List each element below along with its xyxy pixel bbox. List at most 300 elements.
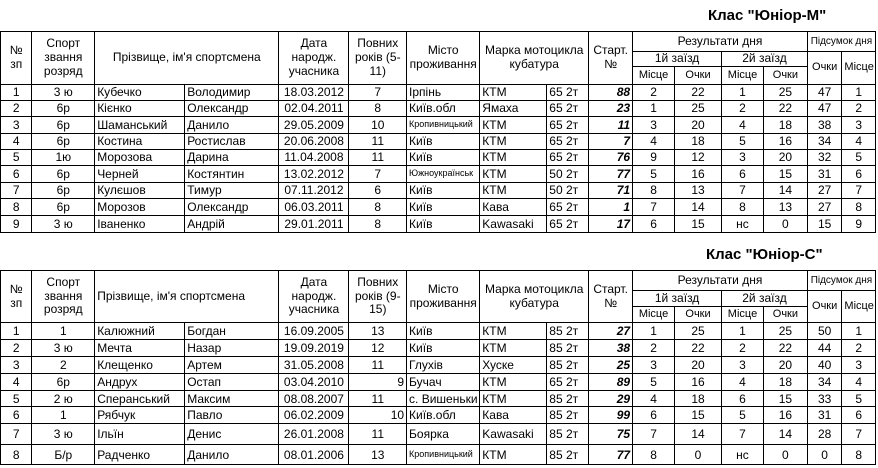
years-cell: 10 (349, 407, 407, 424)
first-name-cell: Данило (185, 116, 279, 133)
years-cell: 6 (349, 182, 407, 198)
first-name-cell: Остап (185, 374, 279, 391)
first-name-cell: Ростислав (185, 133, 279, 149)
race2-points-cell: 18 (763, 116, 807, 133)
first-name-cell: Андрій (185, 215, 279, 232)
years-cell: 11 (349, 149, 407, 165)
total-place-cell: 9 (842, 215, 876, 232)
bike-brand-cell: КТМ (480, 116, 547, 133)
header-race1-points: Очки (674, 307, 721, 323)
first-name-cell: Дарина (185, 149, 279, 165)
race1-points-cell: 25 (674, 323, 721, 340)
race2-place-cell: 6 (722, 165, 764, 182)
total-place-cell: 2 (842, 340, 876, 357)
total-points-cell: 15 (807, 215, 842, 232)
bike-brand-cell: КТМ (480, 182, 547, 198)
start-number-cell: 75 (589, 424, 633, 445)
header-bike: Марка мотоцикла кубатура (480, 271, 589, 323)
race1-place-cell: 6 (633, 407, 675, 424)
total-place-cell: 5 (842, 391, 876, 407)
start-number-cell: 17 (589, 215, 633, 232)
dob-cell: 29.01.2011 (279, 215, 349, 232)
first-name-cell: Олександр (185, 198, 279, 215)
bike-cc-cell: 65 2т (547, 198, 589, 215)
row-number: 4 (1, 133, 32, 149)
row-number: 5 (1, 149, 32, 165)
rank-cell: 3 ю (32, 84, 95, 100)
race1-place-cell: 4 (633, 391, 675, 407)
race2-points-cell: 20 (763, 149, 807, 165)
total-points-cell: 28 (807, 424, 842, 445)
city-cell: Южноукраїнськ (407, 165, 480, 182)
bike-cc-cell: 65 2т (547, 100, 589, 116)
years-cell: 8 (349, 198, 407, 215)
header-results: Результати дня (633, 32, 808, 52)
table-row (1, 323, 876, 340)
race1-place-cell: 7 (633, 198, 675, 215)
race1-points-cell: 15 (674, 407, 721, 424)
race1-points-cell: 22 (674, 84, 721, 100)
city-cell: Кропивницький (407, 445, 480, 465)
row-number: 4 (1, 374, 32, 391)
header-name: Прізвище, ім'я спортсмена (95, 32, 279, 85)
race2-place-cell: 5 (722, 133, 764, 149)
total-place-cell: 3 (842, 357, 876, 374)
table-row (1, 100, 876, 116)
city-cell: Кропивницький (407, 116, 480, 133)
surname-cell: Кубечко (95, 84, 185, 100)
total-place-cell: 6 (842, 165, 876, 182)
table-row (1, 445, 876, 465)
race2-points-cell: 0 (763, 215, 807, 232)
results-table-junior-s (0, 270, 876, 465)
start-number-cell: 88 (589, 84, 633, 100)
dob-cell: 11.04.2008 (279, 149, 349, 165)
bike-cc-cell: 85 2т (547, 323, 589, 340)
race2-place-cell: нс (722, 445, 764, 465)
bike-brand-cell: КТМ (480, 165, 547, 182)
total-points-cell: 47 (807, 84, 842, 100)
total-points-cell: 40 (807, 357, 842, 374)
rank-cell: 1 (32, 407, 95, 424)
bike-brand-cell: Хуске (480, 357, 547, 374)
dob-cell: 20.06.2008 (279, 133, 349, 149)
table-row (1, 149, 876, 165)
table-row (1, 407, 876, 424)
race2-points-cell: 25 (763, 323, 807, 340)
header-race1: 1й заїзд (633, 52, 722, 67)
race2-place-cell: 2 (722, 100, 764, 116)
total-points-cell: 0 (807, 445, 842, 465)
rank-cell: 6р (32, 374, 95, 391)
race1-points-cell: 20 (674, 116, 721, 133)
bike-cc-cell: 65 2т (547, 133, 589, 149)
total-place-cell: 4 (842, 374, 876, 391)
start-number-cell: 77 (589, 445, 633, 465)
first-name-cell: Максим (185, 391, 279, 407)
row-number: 6 (1, 407, 32, 424)
race1-place-cell: 8 (633, 182, 675, 198)
race1-points-cell: 13 (674, 182, 721, 198)
surname-cell: Морозов (95, 198, 185, 215)
race2-place-cell: 4 (722, 116, 764, 133)
rank-cell: 6р (32, 165, 95, 182)
header-rank: Спорт звання розряд (32, 32, 95, 85)
city-cell: Київ.обл (407, 407, 480, 424)
row-number: 5 (1, 391, 32, 407)
race2-points-cell: 15 (763, 391, 807, 407)
dob-cell: 19.09.2019 (279, 340, 349, 357)
table-row (1, 424, 876, 445)
years-cell: 8 (349, 215, 407, 232)
rank-cell: 3 ю (32, 424, 95, 445)
surname-cell: Шаманський (95, 116, 185, 133)
first-name-cell: Богдан (185, 323, 279, 340)
surname-cell: Іваненко (95, 215, 185, 232)
bike-brand-cell: Kawasaki (480, 424, 547, 445)
rank-cell: 1 (32, 323, 95, 340)
dob-cell: 07.11.2012 (279, 182, 349, 198)
race1-points-cell: 18 (674, 133, 721, 149)
city-cell: Глухів (407, 357, 480, 374)
race2-points-cell: 16 (763, 133, 807, 149)
total-place-cell: 2 (842, 100, 876, 116)
header-total-place: Місце (842, 52, 876, 85)
race1-place-cell: 1 (633, 100, 675, 116)
race2-points-cell: 14 (763, 182, 807, 198)
race1-place-cell: 3 (633, 116, 675, 133)
first-name-cell: Олександр (185, 100, 279, 116)
years-cell: 11 (349, 391, 407, 407)
total-place-cell: 8 (842, 198, 876, 215)
bike-cc-cell: 85 2т (547, 391, 589, 407)
city-cell: Київ (407, 340, 480, 357)
start-number-cell: 25 (589, 357, 633, 374)
total-points-cell: 31 (807, 165, 842, 182)
header-no: № зп (1, 271, 32, 323)
years-cell: 13 (349, 323, 407, 340)
header-total-place: Місце (842, 291, 876, 323)
dob-cell: 29.05.2009 (279, 116, 349, 133)
race2-place-cell: 6 (722, 391, 764, 407)
row-number: 9 (1, 215, 32, 232)
dob-cell: 06.02.2009 (279, 407, 349, 424)
race1-points-cell: 25 (674, 100, 721, 116)
race2-points-cell: 25 (763, 84, 807, 100)
total-place-cell: 5 (842, 149, 876, 165)
years-cell: 7 (349, 165, 407, 182)
bike-brand-cell: КТМ (480, 149, 547, 165)
first-name-cell: Костянтин (185, 165, 279, 182)
bike-brand-cell: КТМ (480, 323, 547, 340)
start-number-cell: 11 (589, 116, 633, 133)
race1-points-cell: 16 (674, 165, 721, 182)
header-total: Підсумок дня (807, 271, 875, 291)
start-number-cell: 38 (589, 340, 633, 357)
dob-cell: 08.01.2006 (279, 445, 349, 465)
bike-cc-cell: 50 2т (547, 165, 589, 182)
race1-points-cell: 22 (674, 340, 721, 357)
total-points-cell: 34 (807, 133, 842, 149)
years-cell: 13 (349, 445, 407, 465)
table-row (1, 374, 876, 391)
row-number: 1 (1, 323, 32, 340)
years-cell: 11 (349, 357, 407, 374)
dob-cell: 13.02.2012 (279, 165, 349, 182)
surname-cell: Черней (95, 165, 185, 182)
total-place-cell: 3 (842, 116, 876, 133)
first-name-cell: Володимир (185, 84, 279, 100)
total-points-cell: 33 (807, 391, 842, 407)
bike-brand-cell: КТМ (480, 374, 547, 391)
total-points-cell: 31 (807, 407, 842, 424)
start-number-cell: 1 (589, 198, 633, 215)
table-row (1, 182, 876, 198)
race1-points-cell: 14 (674, 424, 721, 445)
header-race2-place: Місце (722, 66, 764, 84)
race2-points-cell: 18 (763, 374, 807, 391)
bike-cc-cell: 65 2т (547, 149, 589, 165)
bike-cc-cell: 85 2т (547, 357, 589, 374)
table-row (1, 165, 876, 182)
row-number: 7 (1, 424, 32, 445)
header-results: Результати дня (633, 271, 808, 291)
bike-cc-cell: 50 2т (547, 182, 589, 198)
header-years: Повних років (5-11) (349, 32, 407, 85)
total-place-cell: 4 (842, 133, 876, 149)
surname-cell: Ільїн (95, 424, 185, 445)
header-no: № зп (1, 32, 32, 85)
bike-brand-cell: Kawasaki (480, 215, 547, 232)
race1-place-cell: 7 (633, 424, 675, 445)
total-points-cell: 47 (807, 100, 842, 116)
race1-place-cell: 5 (633, 374, 675, 391)
bike-cc-cell: 65 2т (547, 374, 589, 391)
class-title-junior-s: Клас "Юніор-С" (706, 246, 823, 263)
rank-cell: 3 ю (32, 340, 95, 357)
header-dob: Дата народж. учасника (279, 32, 349, 85)
rank-cell: 2 (32, 357, 95, 374)
row-number: 2 (1, 340, 32, 357)
table-row (1, 215, 876, 232)
race1-points-cell: 16 (674, 374, 721, 391)
start-number-cell: 89 (589, 374, 633, 391)
years-cell: 10 (349, 116, 407, 133)
bike-cc-cell: 85 2т (547, 340, 589, 357)
dob-cell: 08.08.2007 (279, 391, 349, 407)
header-total-points: Очки (807, 291, 842, 323)
race1-points-cell: 12 (674, 149, 721, 165)
surname-cell: Сперанський (95, 391, 185, 407)
race1-place-cell: 9 (633, 149, 675, 165)
table-row (1, 116, 876, 133)
header-race2-place: Місце (722, 307, 764, 323)
race2-place-cell: 3 (722, 149, 764, 165)
surname-cell: Костина (95, 133, 185, 149)
first-name-cell: Артем (185, 357, 279, 374)
total-points-cell: 27 (807, 198, 842, 215)
header-dob: Дата народж. учасника (279, 271, 349, 323)
dob-cell: 26.01.2008 (279, 424, 349, 445)
race2-place-cell: 8 (722, 198, 764, 215)
row-number: 7 (1, 182, 32, 198)
dob-cell: 03.04.2010 (279, 374, 349, 391)
race2-points-cell: 20 (763, 357, 807, 374)
total-points-cell: 44 (807, 340, 842, 357)
table-row (1, 391, 876, 407)
total-place-cell: 1 (842, 323, 876, 340)
rank-cell: Б/р (32, 445, 95, 465)
bike-brand-cell: КТМ (480, 84, 547, 100)
dob-cell: 18.03.2012 (279, 84, 349, 100)
years-cell: 9 (349, 374, 407, 391)
rank-cell: 6р (32, 116, 95, 133)
rank-cell: 1ю (32, 149, 95, 165)
bike-cc-cell: 85 2т (547, 445, 589, 465)
rank-cell: 6р (32, 182, 95, 198)
race1-place-cell: 6 (633, 215, 675, 232)
row-number: 8 (1, 445, 32, 465)
rank-cell: 3 ю (32, 215, 95, 232)
start-number-cell: 7 (589, 133, 633, 149)
first-name-cell: Данило (185, 445, 279, 465)
start-number-cell: 71 (589, 182, 633, 198)
race2-place-cell: 7 (722, 424, 764, 445)
total-place-cell: 7 (842, 182, 876, 198)
dob-cell: 16.09.2005 (279, 323, 349, 340)
city-cell: Київ (407, 198, 480, 215)
row-number: 6 (1, 165, 32, 182)
surname-cell: Калюжний (95, 323, 185, 340)
results-table-junior-m (0, 31, 876, 233)
header-start: Старт. № (589, 271, 633, 323)
header-name: Прізвище, ім'я спортсмена (95, 271, 279, 323)
header-start: Старт. № (589, 32, 633, 85)
start-number-cell: 27 (589, 323, 633, 340)
table-row (1, 198, 876, 215)
table-row (1, 84, 876, 100)
start-number-cell: 99 (589, 407, 633, 424)
race2-place-cell: 7 (722, 182, 764, 198)
bike-cc-cell: 85 2т (547, 424, 589, 445)
dob-cell: 02.04.2011 (279, 100, 349, 116)
dob-cell: 31.05.2008 (279, 357, 349, 374)
header-city: Місто проживання (407, 32, 480, 85)
rank-cell: 6р (32, 133, 95, 149)
race1-points-cell: 15 (674, 215, 721, 232)
race1-place-cell: 8 (633, 445, 675, 465)
surname-cell: Радченко (95, 445, 185, 465)
header-race2-points: Очки (763, 307, 807, 323)
race1-points-cell: 18 (674, 391, 721, 407)
race1-place-cell: 3 (633, 357, 675, 374)
years-cell: 11 (349, 133, 407, 149)
first-name-cell: Павло (185, 407, 279, 424)
bike-brand-cell: КТМ (480, 445, 547, 465)
bike-brand-cell: КТМ (480, 133, 547, 149)
city-cell: Київ (407, 323, 480, 340)
years-cell: 8 (349, 100, 407, 116)
bike-cc-cell: 65 2т (547, 215, 589, 232)
total-place-cell: 7 (842, 424, 876, 445)
surname-cell: Мечта (95, 340, 185, 357)
row-number: 3 (1, 357, 32, 374)
race2-place-cell: 3 (722, 357, 764, 374)
years-cell: 7 (349, 84, 407, 100)
surname-cell: Рябчук (95, 407, 185, 424)
header-race1-place: Місце (633, 307, 675, 323)
bike-brand-cell: Ямаха (480, 100, 547, 116)
race1-place-cell: 2 (633, 84, 675, 100)
city-cell: Київ (407, 215, 480, 232)
header-total: Підсумок дня (807, 32, 875, 52)
first-name-cell: Денис (185, 424, 279, 445)
race1-place-cell: 1 (633, 323, 675, 340)
bike-brand-cell: КТМ (480, 391, 547, 407)
city-cell: с. Вишеньки (407, 391, 480, 407)
race2-points-cell: 13 (763, 198, 807, 215)
row-number: 2 (1, 100, 32, 116)
city-cell: Київ (407, 149, 480, 165)
total-points-cell: 50 (807, 323, 842, 340)
first-name-cell: Назар (185, 340, 279, 357)
race2-place-cell: 4 (722, 374, 764, 391)
city-cell: Бучач (407, 374, 480, 391)
total-points-cell: 27 (807, 182, 842, 198)
start-number-cell: 76 (589, 149, 633, 165)
table-row (1, 340, 876, 357)
race1-place-cell: 5 (633, 165, 675, 182)
bike-brand-cell: Кава (480, 407, 547, 424)
rank-cell: 6р (32, 100, 95, 116)
bike-cc-cell: 65 2т (547, 84, 589, 100)
header-race1-points: Очки (674, 66, 721, 84)
table-row (1, 357, 876, 374)
header-total-points: Очки (807, 52, 842, 85)
total-points-cell: 32 (807, 149, 842, 165)
years-cell: 12 (349, 340, 407, 357)
bike-cc-cell: 65 2т (547, 116, 589, 133)
race1-place-cell: 2 (633, 340, 675, 357)
race2-place-cell: 2 (722, 340, 764, 357)
bike-brand-cell: Кава (480, 198, 547, 215)
header-race1: 1й заїзд (633, 291, 722, 307)
header-city: Місто проживання (407, 271, 480, 323)
bike-brand-cell: КТМ (480, 340, 547, 357)
race2-place-cell: 1 (722, 84, 764, 100)
start-number-cell: 29 (589, 391, 633, 407)
header-race2: 2й заїзд (722, 291, 808, 307)
surname-cell: Кулєшов (95, 182, 185, 198)
header-rank: Спорт звання розряд (32, 271, 95, 323)
city-cell: Ірпінь (407, 84, 480, 100)
surname-cell: Клещенко (95, 357, 185, 374)
total-place-cell: 8 (842, 445, 876, 465)
race2-points-cell: 14 (763, 424, 807, 445)
race2-points-cell: 15 (763, 165, 807, 182)
start-number-cell: 77 (589, 165, 633, 182)
race1-points-cell: 20 (674, 357, 721, 374)
start-number-cell: 23 (589, 100, 633, 116)
bike-cc-cell: 85 2т (547, 407, 589, 424)
row-number: 3 (1, 116, 32, 133)
race2-place-cell: нс (722, 215, 764, 232)
total-points-cell: 38 (807, 116, 842, 133)
header-race2: 2й заїзд (722, 52, 808, 67)
first-name-cell: Тимур (185, 182, 279, 198)
total-place-cell: 1 (842, 84, 876, 100)
surname-cell: Андрух (95, 374, 185, 391)
